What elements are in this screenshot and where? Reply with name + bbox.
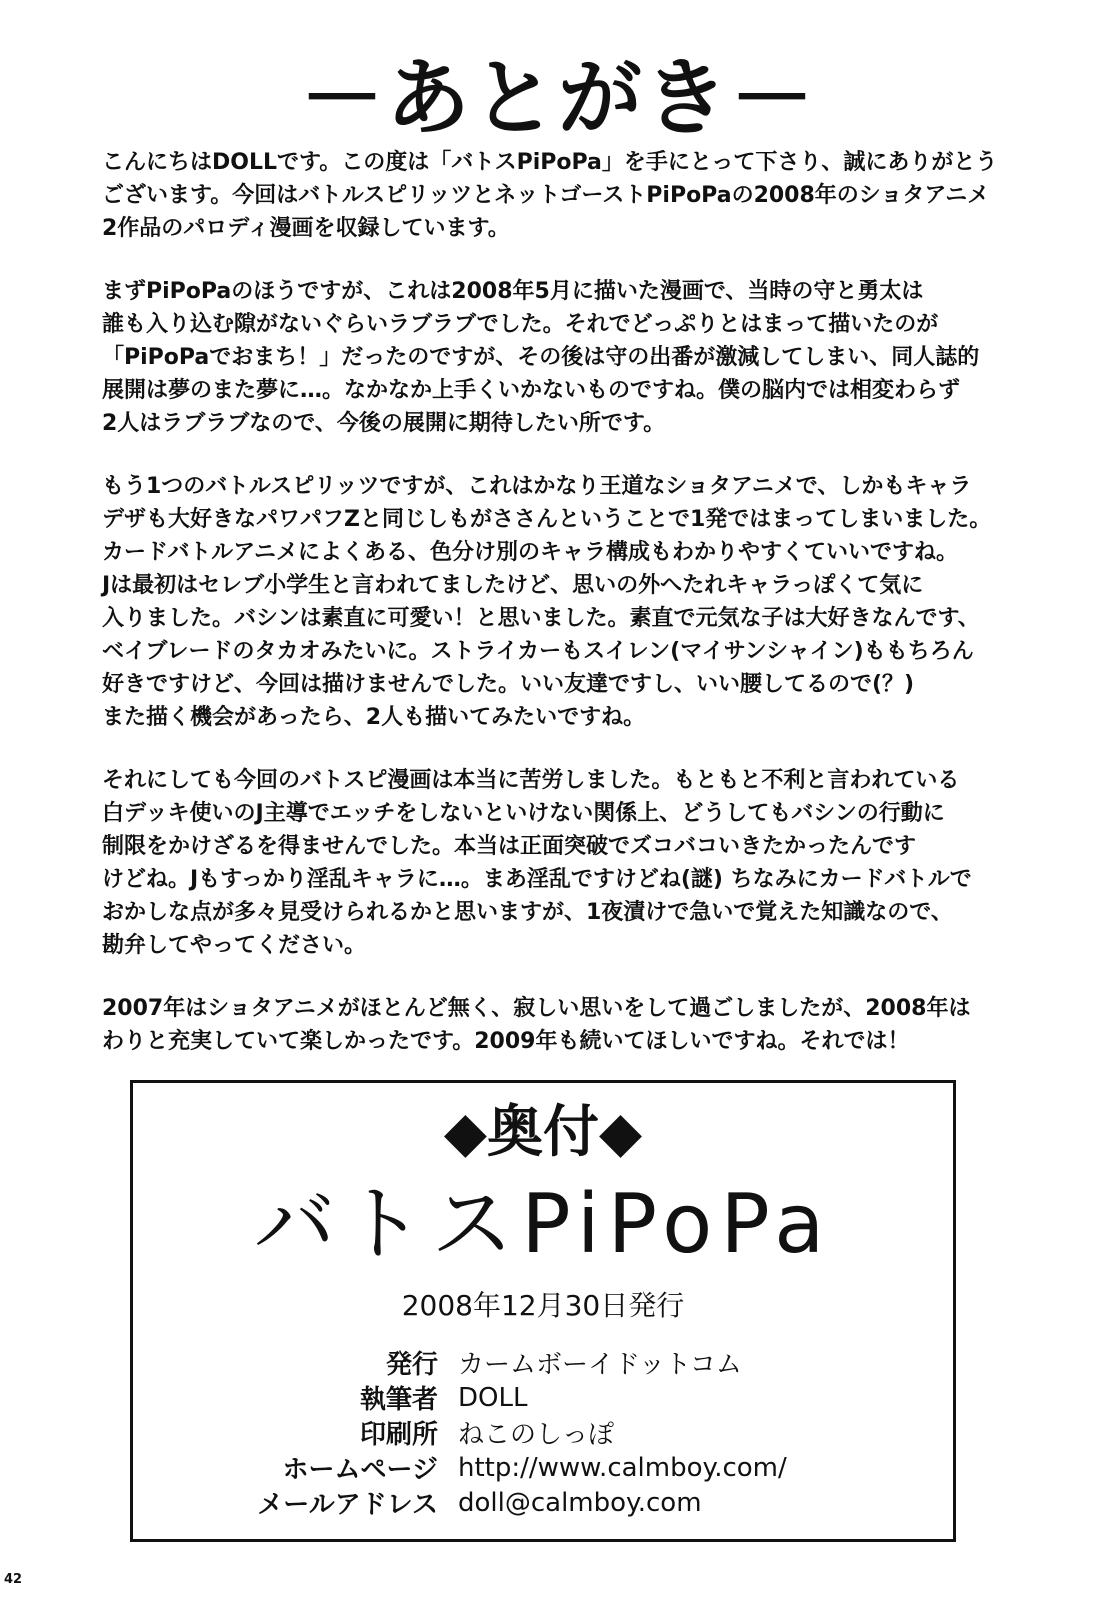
colophon-value: DOLL bbox=[458, 1382, 528, 1413]
email-link[interactable]: doll@calmboy.com bbox=[458, 1487, 702, 1518]
colophon-heading: ◆奥付◆ bbox=[443, 1100, 643, 1165]
colophon-key: メールアドレス bbox=[257, 1490, 438, 1520]
colophon-key: 印刷所 bbox=[359, 1420, 438, 1450]
colophon-row-publisher bbox=[133, 1345, 953, 1380]
page-number: 42 bbox=[4, 1572, 23, 1587]
colophon-value: カームボーイドットコム bbox=[458, 1350, 742, 1380]
colophon-key: 執筆者 bbox=[359, 1385, 438, 1415]
colophon-row-email bbox=[133, 1485, 953, 1520]
paragraph-1: こんにちはDOLLです。この度は「バトスPiPoPa」を手にとって下さり、誠にありがとう ございます。今回はバトルスピリッツとネットゴーストPiPoPaの2008年のショタアニメ 2作品のパロディ漫画を収録しています。 bbox=[102, 150, 998, 241]
colophon-row-author bbox=[133, 1380, 953, 1415]
paragraph-3: もう1つのバトルスピリッツですが、これはかなり王道なショタアニメで、しかもキャラ デザも大好きなパワパフZと同じしもがささんということで1発ではまってしまいました。 カードバトルアニメによくある、色分け別のキャラ構成もわかりやすくていいですね。 Jは最初はセレブ小学生と言われてましたけど、思いの外へたれキャラっぽくて気に 入りました。バシンは素直に可愛い！と思いました。素直で元気な子は大好きなんです、 ベイブレードのタカオみたいに。ストライカーもスイレン(マイサンシャイン)ももちろん 好きですけど、今回は描けませんでした。いい友達ですし、いい腰してるので(？) また描く機会があったら、2人も描いてみたいですね。 bbox=[102, 474, 992, 730]
paragraph-4: それにしても今回のバトスピ漫画は本当に苦労しました。もともと不利と言われている 白デッキ使いのJ主導でエッチをしないといけない関係上、どうしてもバシンの行動に 制限をかけざるを得ませんでした。本当は正面突破でズコバコいきたかったんです けどね。Jもすっかり淫乱キャラに…。まあ淫乱ですけどね(謎) ちなみにカードバトルで おかしな点が多々見受けられるかと思いますが、1夜漬けで急いで覚えた知識なので、 勘弁してやってください。 bbox=[102, 768, 972, 958]
book-title: バトスPiPoPa bbox=[253, 1177, 833, 1272]
colophon-row-homepage bbox=[133, 1450, 953, 1485]
colophon-key: ホームページ bbox=[282, 1455, 438, 1485]
afterword-title: －あとがき－ bbox=[299, 49, 816, 147]
paragraph-5: 2007年はショタアニメがほとんど無く、寂しい思いをして過ごしましたが、2008年は わりと充実していて楽しかったです。2009年も続いてほしいですね。それでは！ bbox=[102, 996, 971, 1054]
colophon-value: ねこのしっぽ bbox=[458, 1420, 615, 1450]
colophon-details bbox=[133, 1345, 953, 1520]
homepage-link[interactable]: http://www.calmboy.com/ bbox=[458, 1452, 787, 1483]
afterword-body bbox=[102, 146, 1002, 1088]
paragraph-2: まずPiPoPaのほうですが、これは2008年5月に描いた漫画で、当時の守と勇太は 誰も入り込む隙がないぐらいラブラブでした。それでどっぷりとはまって描いたのが 「PiPoPaでおまち！」だったのですが、その後は守の出番が激減してしまい、同人誌的 展開は夢のまた夢に…。なかなか上手くいかないものですね。僕の脳内では相変わらず 2人はラブラブなので、今後の展開に期待したい所です。 bbox=[102, 279, 980, 436]
colophon-key: 発行 bbox=[385, 1350, 438, 1380]
colophon-row-printer bbox=[133, 1415, 953, 1450]
colophon-box bbox=[130, 1080, 956, 1542]
publication-date: 2008年12月30日発行 bbox=[401, 1289, 685, 1322]
